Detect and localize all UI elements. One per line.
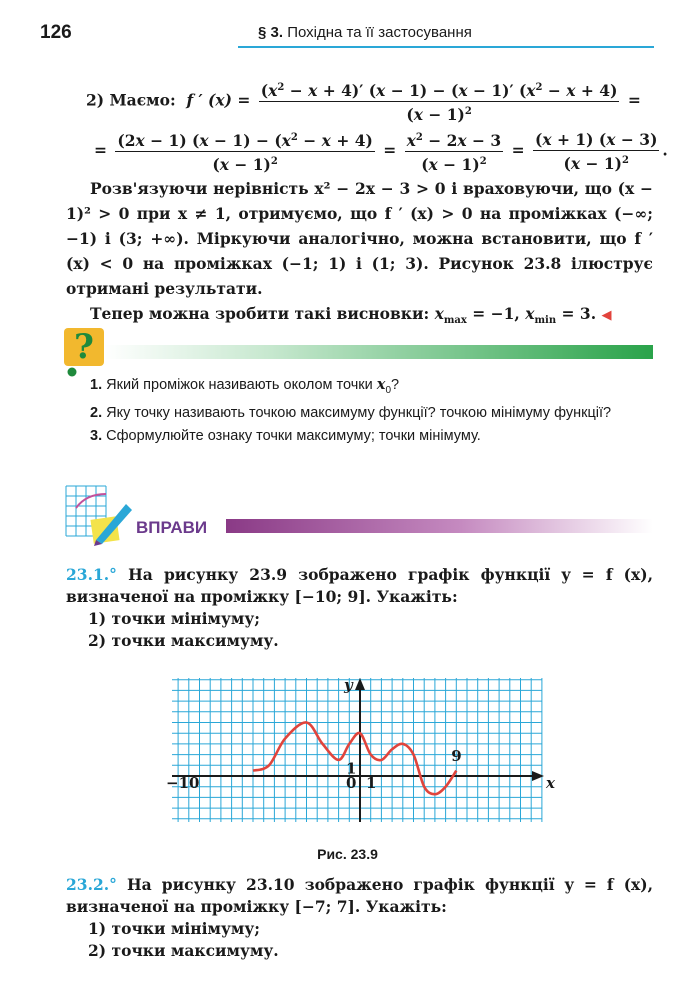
- xmin-value: 3: [579, 304, 591, 323]
- page-number: 126: [40, 22, 72, 43]
- x-axis-label: x: [546, 774, 555, 792]
- solution-paragraph-2: Тепер можна зробити такі висновки: $x_{max} = -1$, $x_{min} = 3$. ◀: [90, 304, 612, 327]
- questions-list: [90, 374, 653, 449]
- questions-bar: [104, 345, 653, 359]
- section-number: § 3.: [258, 24, 284, 41]
- task-item: 2) точки максимуму.: [88, 941, 279, 960]
- x-label-one: 1: [366, 774, 377, 792]
- section-title: [258, 24, 472, 41]
- solution-paragraph-1: Розв'язуючи нерівність x² − 2x − 3 > 0 і враховуючи, що (x − 1)² > 0 при x ≠ 1, отримуємо, що f ′ (x) > 0 на проміжках (−∞; −1) і (3; +∞). Міркуючи аналогічно, можна встановити, що f ′ (x) < 0 на проміжках (−1; 1) і (1; 3). Рисунок 23.8 ілюструє отримані результати.: [66, 179, 653, 298]
- question-item: 1. Який проміжок називають околом точки $x_0$?: [90, 376, 400, 396]
- y-axis-label: y: [344, 676, 353, 694]
- x-label-minus-10: −10: [166, 774, 200, 792]
- question-icon: [62, 326, 106, 378]
- svg-text:?: ?: [74, 327, 94, 367]
- task-item: 2) точки максимуму.: [88, 631, 279, 650]
- x-label-nine: 9: [451, 747, 462, 765]
- figure-caption: Рис. 23.9: [317, 846, 378, 862]
- function-graph: [150, 672, 555, 832]
- question-item: 3. Сформулюйте ознаку точки максимуму; точки мінімуму.: [90, 427, 481, 444]
- exercises-label: ВПРАВИ: [136, 518, 208, 537]
- task-number: 23.1.°: [66, 565, 117, 584]
- y-label-one: 1: [346, 759, 357, 778]
- formula-line-2: = $\frac{(2x - 1) (x - 1) - (x^2 - x + 4)}{(x - 1)^2}$ = $\frac{x^2 - 2x - 3}{(x - 1)^2}$ = $\frac{(x + 1) (x - 3)}{(x - 1)^2}$ .: [94, 129, 668, 175]
- task-item: 1) точки мінімуму;: [88, 919, 260, 938]
- section-name: Похідна та її застосування: [287, 24, 472, 41]
- task-number: 23.2.°: [66, 875, 117, 894]
- exercises-icon: [62, 482, 142, 548]
- end-of-proof-marker: ◀: [601, 308, 612, 323]
- task-23-2: 23.2.° На рисунку 23.10 зображено графік функції y = f (x), визначеної на проміжку [−7; 7]. Укажіть: 1) точки мінімуму; 2) точки максимуму.: [66, 875, 653, 960]
- exercises-bar: [226, 519, 653, 533]
- solution-text: [66, 176, 653, 333]
- formula-line-1: 2) Маємо: f ′ (x) = $\frac{(x^2 - x + 4)' (x - 1) - (x - 1)' (x^2 - x + 4)}{(x - 1)^2}$ =: [86, 78, 641, 125]
- task-23-1: 23.1.° На рисунку 23.9 зображено графік функції y = f (x), визначеної на проміжку [−10; 9]. Укажіть: 1) точки мінімуму; 2) точки максимуму.: [66, 565, 653, 650]
- header-rule: [238, 46, 654, 48]
- task-item: 1) точки мінімуму;: [88, 609, 260, 628]
- question-item: 2. Яку точку називають точкою максимуму функції? точкою мінімуму функції?: [90, 404, 612, 421]
- xmax-value: −1: [490, 304, 515, 323]
- step-label: 2) Маємо:: [86, 90, 176, 110]
- origin-label: 0: [346, 774, 357, 792]
